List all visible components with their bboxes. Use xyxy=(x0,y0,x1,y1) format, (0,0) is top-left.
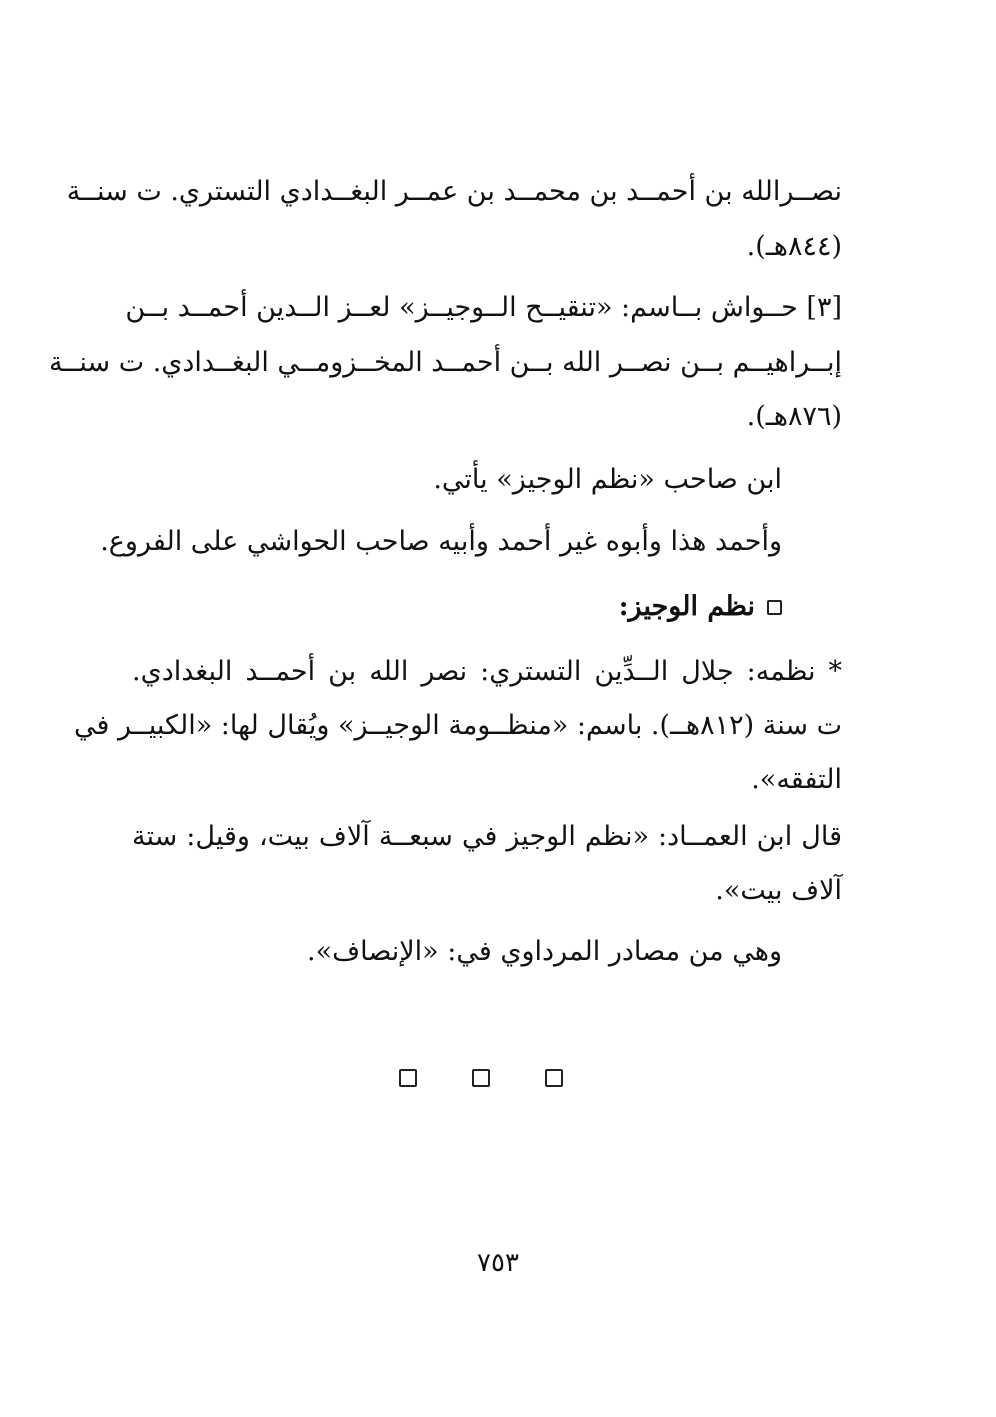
square-ornament-icon xyxy=(399,1069,417,1087)
page-number: ٧٥٣ xyxy=(477,1248,519,1278)
text-line-3: [٣] حــواش بــاسم: «تنقيــح الــوجيــز» لعــز الــدين أحمــد بــن xyxy=(125,292,842,323)
square-ornament-icon xyxy=(472,1069,490,1087)
text-line-7: وأحمد هذا وأبوه غير أحمد وأبيه صاحب الحواشي على الفروع. xyxy=(100,526,782,557)
section-heading-text: نظم الوجيز: xyxy=(618,591,755,622)
text-line-12: آلاف بيت». xyxy=(715,875,842,906)
section-heading xyxy=(619,587,782,627)
text-line-13: وهي من مصادر المرداوي في: «الإنصاف». xyxy=(307,936,782,967)
section-separator xyxy=(399,1068,563,1088)
text-line-11: قال ابن العمــاد: «نظم الوجيز في سبعــة آلاف بيت، وقيل: ستة xyxy=(132,821,842,852)
text-line-5: (٨٧٦هـ). xyxy=(746,401,842,432)
square-ornament-icon xyxy=(545,1069,563,1087)
text-line-6: ابن صاحب «نظم الوجيز» يأتي. xyxy=(433,464,782,495)
square-bullet-icon xyxy=(767,600,782,615)
text-line-8: * نظمه: جلال الــدِّين التستري: نصر الله بن أحمــد البغدادي. xyxy=(132,656,842,687)
text-line-1: نصــرالله بن أحمــد بن محمــد بن عمــر البغــدادي التستري. ت سنــة xyxy=(66,176,842,207)
text-line-4: إبــراهيــم بــن نصــر الله بــن أحمــد المخــزومــي البغــدادي. ت سنــة xyxy=(49,347,842,378)
text-line-9: ت سنة (٨١٢هــ). باسم: «منظــومة الوجيــز» ويُقال لها: «الكبيــر في xyxy=(74,710,842,741)
text-line-10: التفقه». xyxy=(751,764,842,795)
text-line-2: (٨٤٤هـ). xyxy=(746,231,842,262)
